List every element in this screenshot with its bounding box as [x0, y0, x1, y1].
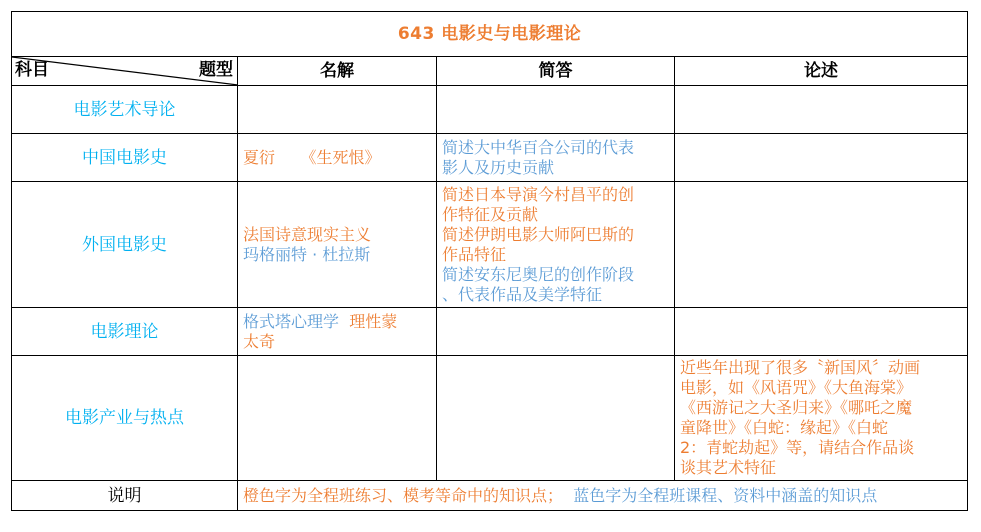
lunshu-cell [675, 356, 968, 481]
text-line: 简述安东尼奥尼的创作阶段 [442, 264, 635, 284]
text-line: 简述伊朗电影大师阿巴斯的 [442, 224, 635, 244]
column-header-lunshu: 论述 [675, 57, 968, 86]
note-row [12, 481, 968, 511]
term: 夏衍 [243, 147, 276, 167]
column-header-mingjie: 名解 [238, 57, 437, 86]
term: 玛格丽特 · 杜拉斯 [243, 244, 371, 264]
term-continuation: 太奇 [243, 331, 276, 351]
jianda-cell [437, 134, 675, 182]
lunshu-cell [675, 182, 968, 308]
text-line: 简述日本导演今村昌平的创 [442, 184, 635, 204]
note-text [238, 481, 968, 511]
term: 《生死恨》 [300, 147, 381, 167]
jianda-cell [437, 182, 675, 308]
table-row [12, 356, 968, 481]
table-title: 643 电影史与电影理论 [12, 12, 968, 57]
note-orange-legend: 橙色字为全程班练习、模考等命中的知识点； [243, 485, 564, 505]
term: 格式塔心理学 [243, 311, 340, 331]
corner-subject-label: 科目 [15, 60, 49, 80]
corner-header [12, 57, 238, 86]
text-line: 《西游记之大圣归来》《哪吒之魔 [680, 398, 913, 417]
note-label: 说明 [12, 481, 238, 511]
corner-type-label: 题型 [199, 60, 233, 80]
text-line: 电影，如《风语咒》《大鱼海棠》 [680, 378, 913, 397]
lunshu-cell [675, 86, 968, 134]
jianda-cell [437, 86, 675, 134]
subject-cell: 电影艺术导论 [12, 86, 238, 134]
subject-cell: 中国电影史 [12, 134, 238, 182]
mingjie-cell [238, 182, 437, 308]
text-line: 影人及历史贡献 [442, 157, 555, 177]
jianda-cell [437, 308, 675, 356]
jianda-cell [437, 356, 675, 481]
text-line: 童降世》《白蛇：缘起》《白蛇 [680, 418, 889, 437]
term: 法国诗意现实主义 [243, 224, 372, 244]
text-line: 作品特征 [442, 244, 507, 264]
text-line: 、代表作品及美学特征 [442, 284, 603, 304]
subject-cell: 外国电影史 [12, 182, 238, 308]
subject-cell: 电影产业与热点 [12, 356, 238, 481]
term: 理性蒙 [349, 311, 398, 331]
text-line: 谈其艺术特征 [680, 458, 777, 477]
column-header-jianda: 简答 [437, 57, 675, 86]
mingjie-cell [238, 86, 437, 134]
text-line: 简述大中华百合公司的代表 [442, 137, 635, 157]
table-row [12, 308, 968, 356]
table-row [12, 182, 968, 308]
table-row [12, 134, 968, 182]
subject-cell: 电影理论 [12, 308, 238, 356]
text-line: 2：青蛇劫起》等，请结合作品谈 [680, 438, 915, 457]
text-line: 近些年出现了很多〝新国风〞动画 [680, 358, 921, 377]
note-blue-legend: 蓝色字为全程班课程、资料中涵盖的知识点 [573, 485, 878, 505]
syllabus-table [11, 11, 968, 511]
text-line: 作特征及贡献 [442, 204, 539, 224]
mingjie-cell [238, 134, 437, 182]
lunshu-cell [675, 308, 968, 356]
table-row [12, 86, 968, 134]
lunshu-cell [675, 134, 968, 182]
mingjie-cell [238, 356, 437, 481]
mingjie-cell [238, 308, 437, 356]
